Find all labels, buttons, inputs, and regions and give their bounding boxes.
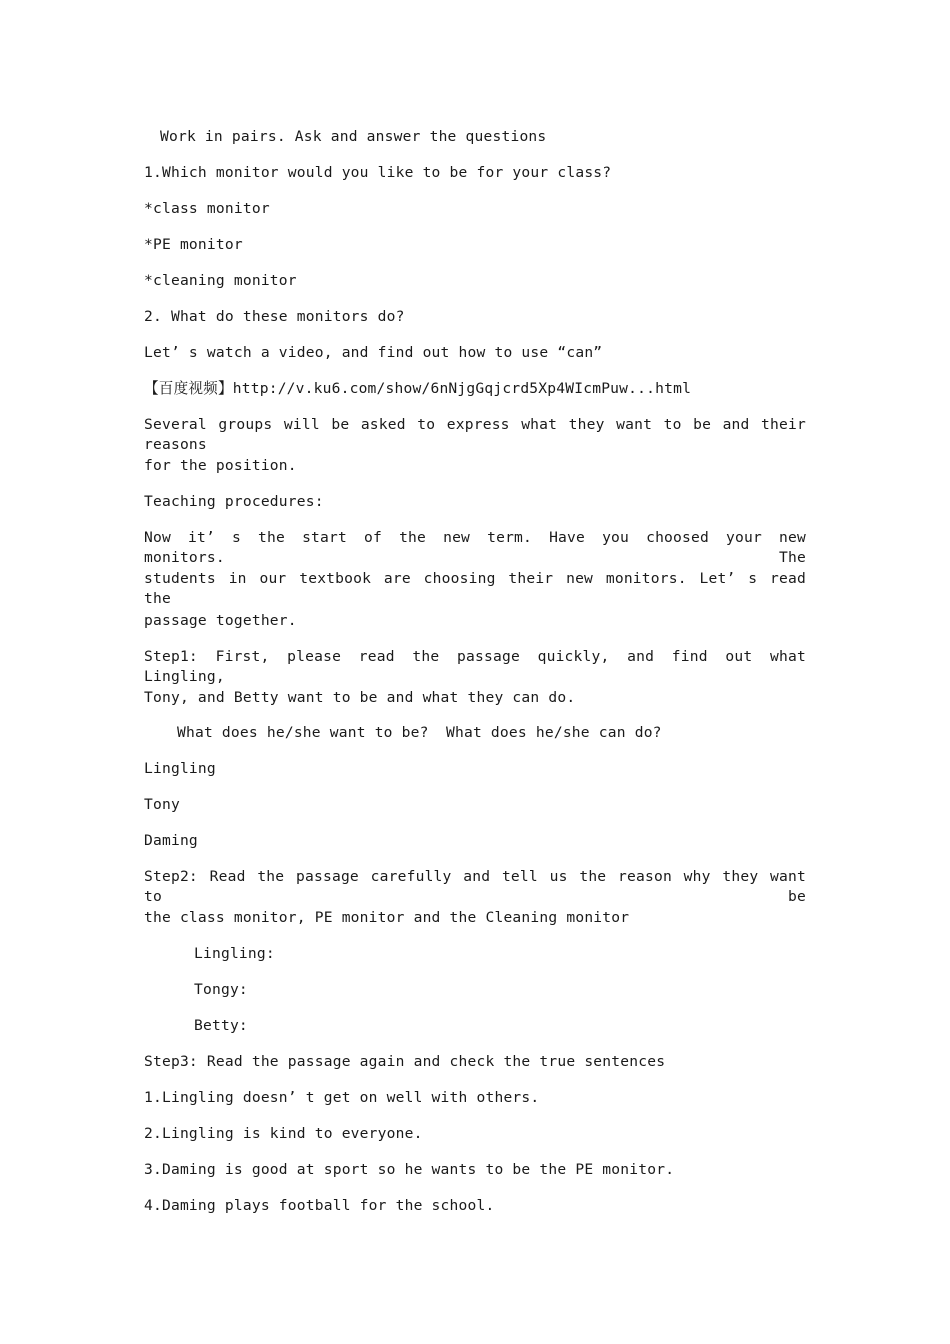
video-instruction: Let’ s watch a video, and find out how to use “can” (144, 344, 603, 361)
table-header-col1: What does he/she want to be? (177, 724, 429, 741)
reason-tongy: Tongy: (194, 981, 248, 998)
row-lingling: Lingling (144, 760, 216, 777)
statement-2: 2.Lingling is kind to everyone. (144, 1125, 423, 1142)
row-daming: Daming (144, 832, 198, 849)
teaching-procedures-heading: Teaching procedures: (144, 493, 324, 510)
groups-paragraph-line-1: Several groups will be asked to express what they want to be and their reasons (144, 416, 806, 453)
pair-work-instruction: Work in pairs. Ask and answer the questions (160, 128, 547, 145)
row-tony: Tony (144, 796, 180, 813)
option-class-monitor: *class monitor (144, 200, 270, 217)
video-link-label: 【百度视频】 (144, 380, 233, 397)
groups-paragraph-line-2: for the position. (144, 457, 297, 474)
step1-line-2: Tony, and Betty want to be and what they can do. (144, 689, 576, 706)
table-header-col2: What does he/she can do? (446, 724, 662, 741)
question-1: 1.Which monitor would you like to be for your class? (144, 164, 612, 181)
option-cleaning-monitor: *cleaning monitor (144, 272, 297, 289)
step2-line-1: Step2: Read the passage carefully and tell us the reason why they want to be (144, 868, 806, 905)
reason-lingling: Lingling: (194, 945, 275, 962)
video-link[interactable]: http://v.ku6.com/show/6nNjgGqjcrd5Xp4WIcmPuw...html (232, 380, 692, 397)
reason-betty: Betty: (194, 1017, 248, 1034)
statement-3: 3.Daming is good at sport so he wants to be the PE monitor. (144, 1161, 675, 1178)
step1-line-1: Step1: First, please read the passage quickly, and find out what Lingling, (144, 648, 806, 685)
intro-paragraph-line-3: passage together. (144, 612, 297, 629)
statement-1: 1.Lingling doesn’ t get on well with others. (144, 1089, 540, 1106)
video-link-line (144, 379, 691, 399)
option-pe-monitor: *PE monitor (144, 236, 243, 253)
step2-line-2: the class monitor, PE monitor and the Cleaning monitor (144, 909, 630, 926)
intro-paragraph-line-1: Now it’ s the start of the new term. Have you choosed your new monitors. The (144, 529, 806, 566)
intro-paragraph-line-2: students in our textbook are choosing their new monitors. Let’ s read the (144, 570, 806, 607)
question-2: 2. What do these monitors do? (144, 308, 405, 325)
step3-instruction: Step3: Read the passage again and check the true sentences (144, 1053, 666, 1070)
statement-4: 4.Daming plays football for the school. (144, 1197, 495, 1214)
